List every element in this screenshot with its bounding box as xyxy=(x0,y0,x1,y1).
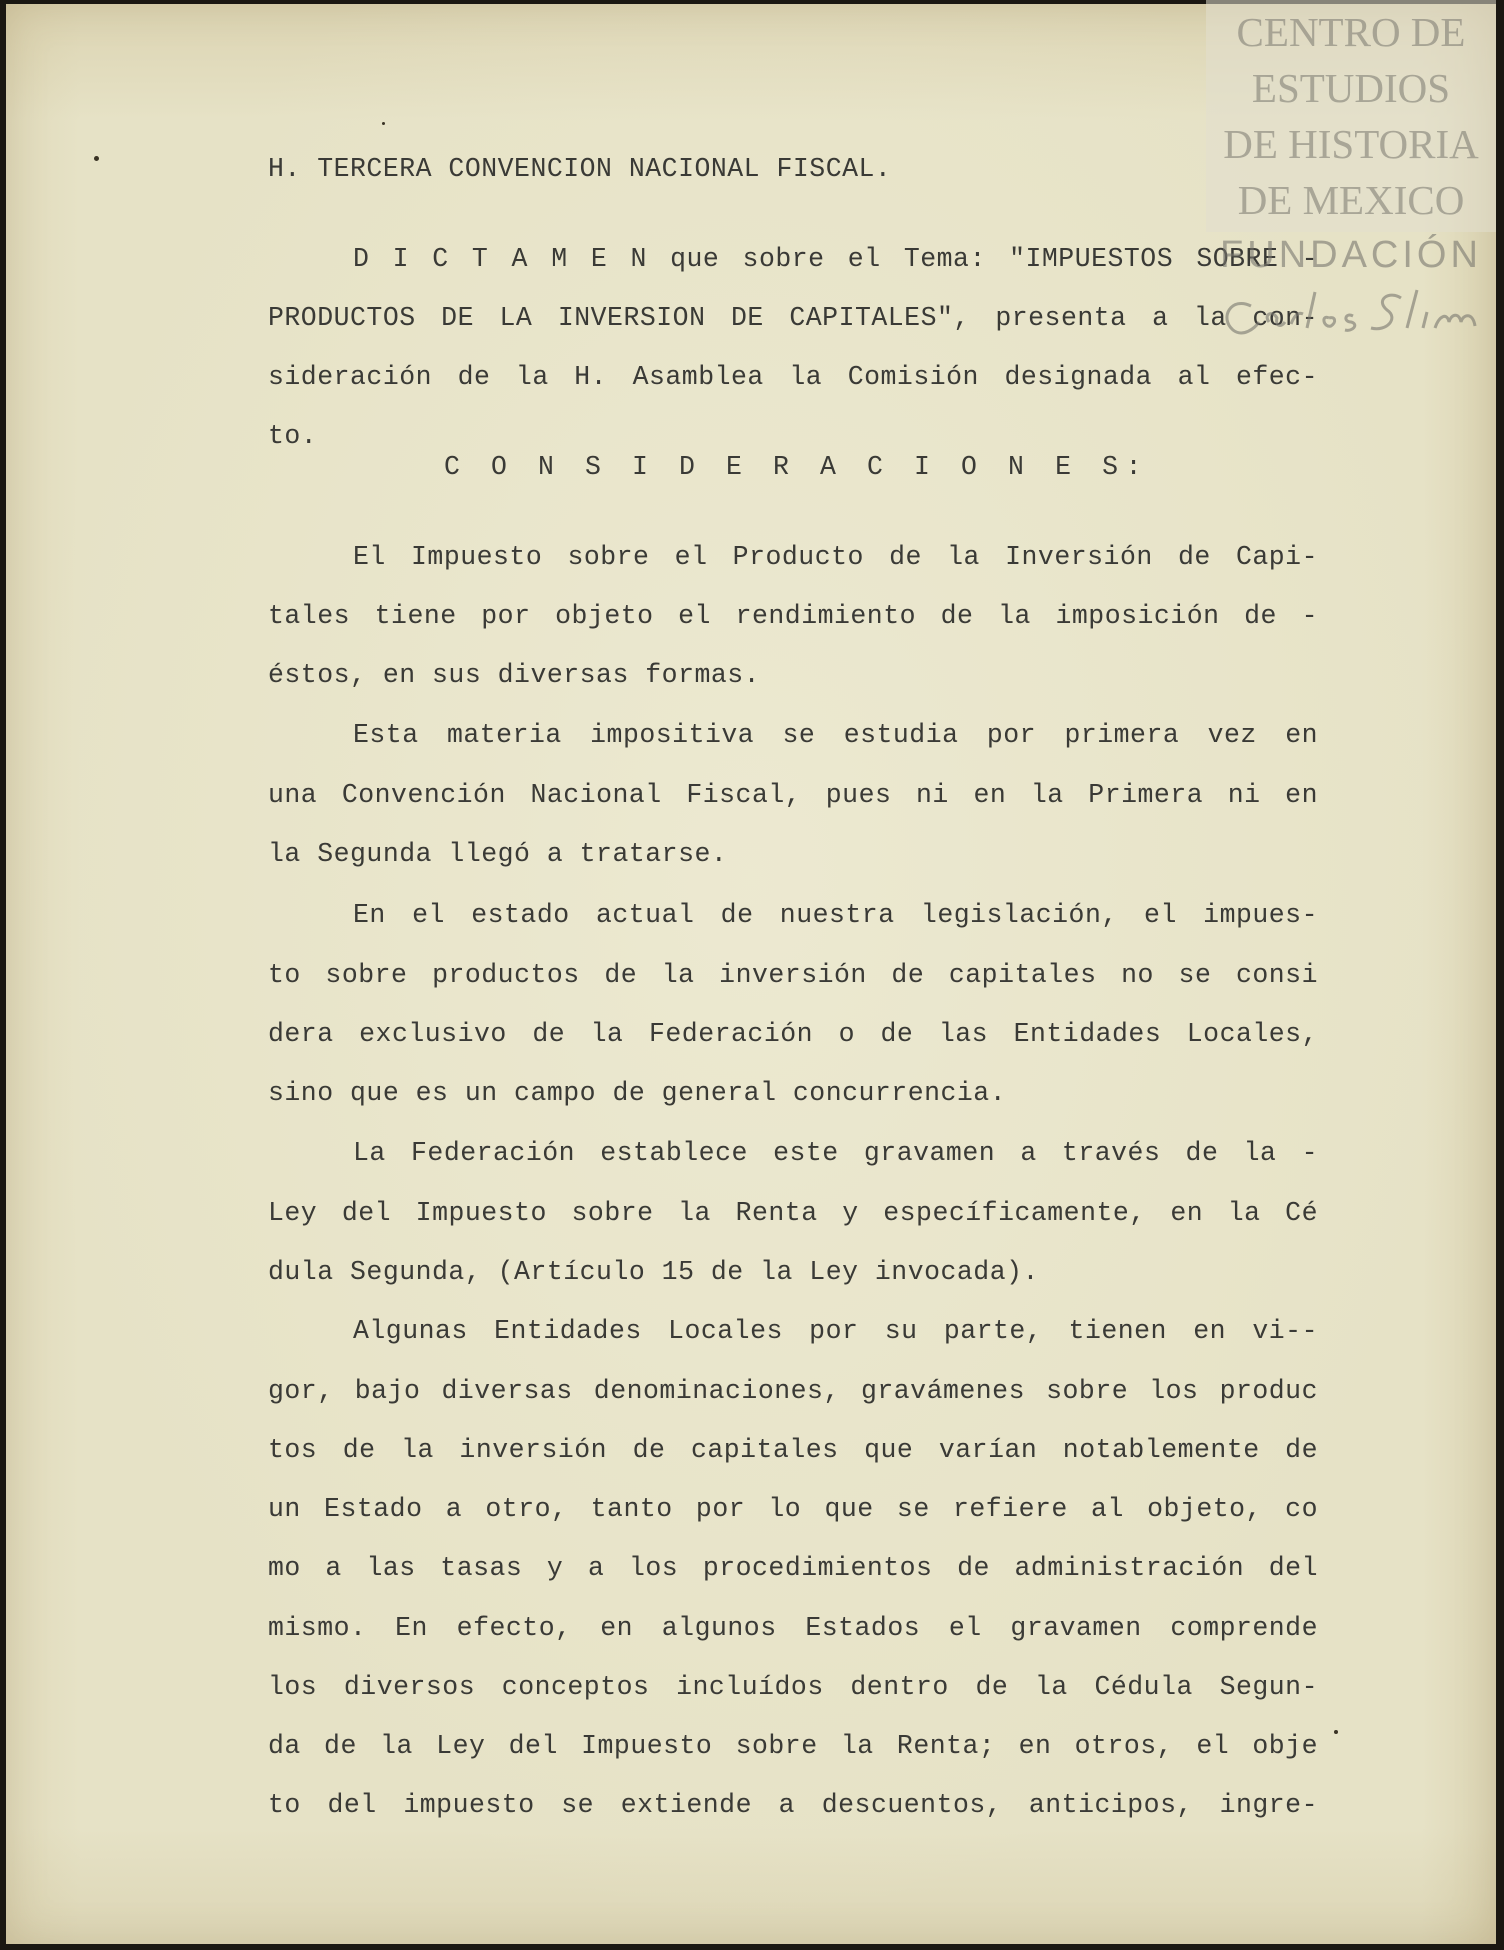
ink-speck xyxy=(94,156,99,161)
signature-logo-icon xyxy=(1211,278,1491,348)
paragraph-line: Esta materia impositiva se estudia por primera vez en xyxy=(353,720,1318,750)
watermark-line: CENTRO DE xyxy=(1236,9,1466,55)
paragraph-line: En el estado actual de nuestra legislación, el impues- xyxy=(353,900,1318,930)
intro-line: to. xyxy=(268,421,318,451)
section-title: C O N S I D E R A C I O N E S: xyxy=(444,452,1150,482)
paragraph-line: los diversos conceptos incluídos dentro de la Cédula Segun- xyxy=(268,1672,1318,1702)
paragraph-line: gor, bajo diversas denominaciones, gravámenes sobre los produc xyxy=(268,1376,1318,1406)
paragraph-line: mo a las tasas y a los procedimientos de administración del xyxy=(268,1553,1318,1583)
archive-watermark xyxy=(1206,0,1496,372)
intro-line: D I C T A M E N que sobre el Tema: "IMPUESTOS SOBRE - xyxy=(353,244,1318,274)
ink-speck xyxy=(382,122,385,125)
paragraph-line: la Segunda llegó a tratarse. xyxy=(268,839,728,869)
paragraph-line: una Convención Nacional Fiscal, pues ni en la Primera ni en xyxy=(268,780,1318,810)
paragraph-line: tos de la inversión de capitales que varían notablemente de xyxy=(268,1435,1318,1465)
paragraph-line: El Impuesto sobre el Producto de la Inversión de Capi- xyxy=(353,542,1318,572)
intro-line: PRODUCTOS DE LA INVERSION DE CAPITALES", presenta a la con- xyxy=(268,303,1318,333)
paragraph-line: un Estado a otro, tanto por lo que se refiere al objeto, co xyxy=(268,1494,1318,1524)
watermark-line: DE HISTORIA xyxy=(1223,121,1479,167)
paragraph-line: to del impuesto se extiende a descuentos, anticipos, ingre- xyxy=(268,1790,1318,1820)
paragraph-line: to sobre productos de la inversión de capitales no se consi xyxy=(268,960,1318,990)
intro-line: sideración de la H. Asamblea la Comisión designada al efec- xyxy=(268,362,1318,392)
watermark-institution xyxy=(1206,0,1496,232)
paragraph-line: sino que es un campo de general concurrencia. xyxy=(268,1078,1007,1108)
watermark-line: ESTUDIOS xyxy=(1251,65,1451,111)
watermark-foundation: FUNDACIÓN xyxy=(1220,234,1482,276)
paragraph-line: La Federación establece este gravamen a través de la - xyxy=(353,1138,1318,1168)
paragraph-line: tales tiene por objeto el rendimiento de la imposición de - xyxy=(268,601,1318,631)
paragraph-line: dera exclusivo de la Federación o de las Entidades Locales, xyxy=(268,1019,1318,1049)
paragraph-line: dula Segunda, (Artículo 15 de la Ley invocada). xyxy=(268,1257,1039,1287)
paragraph-line: Algunas Entidades Locales por su parte, tienen en vi-- xyxy=(353,1316,1318,1346)
ink-speck xyxy=(1334,1730,1338,1734)
watermark-line: DE MEXICO xyxy=(1237,177,1465,223)
document-heading: H. TERCERA CONVENCION NACIONAL FISCAL. xyxy=(268,154,892,184)
paragraph-line: mismo. En efecto, en algunos Estados el gravamen comprende xyxy=(268,1613,1318,1643)
paragraph-line: éstos, en sus diversas formas. xyxy=(268,660,761,690)
signature-logo xyxy=(1206,278,1496,348)
paragraph-line: da de la Ley del Impuesto sobre la Renta; en otros, el obje xyxy=(268,1731,1318,1761)
paragraph-line: Ley del Impuesto sobre la Renta y específicamente, en la Cé xyxy=(268,1198,1318,1228)
